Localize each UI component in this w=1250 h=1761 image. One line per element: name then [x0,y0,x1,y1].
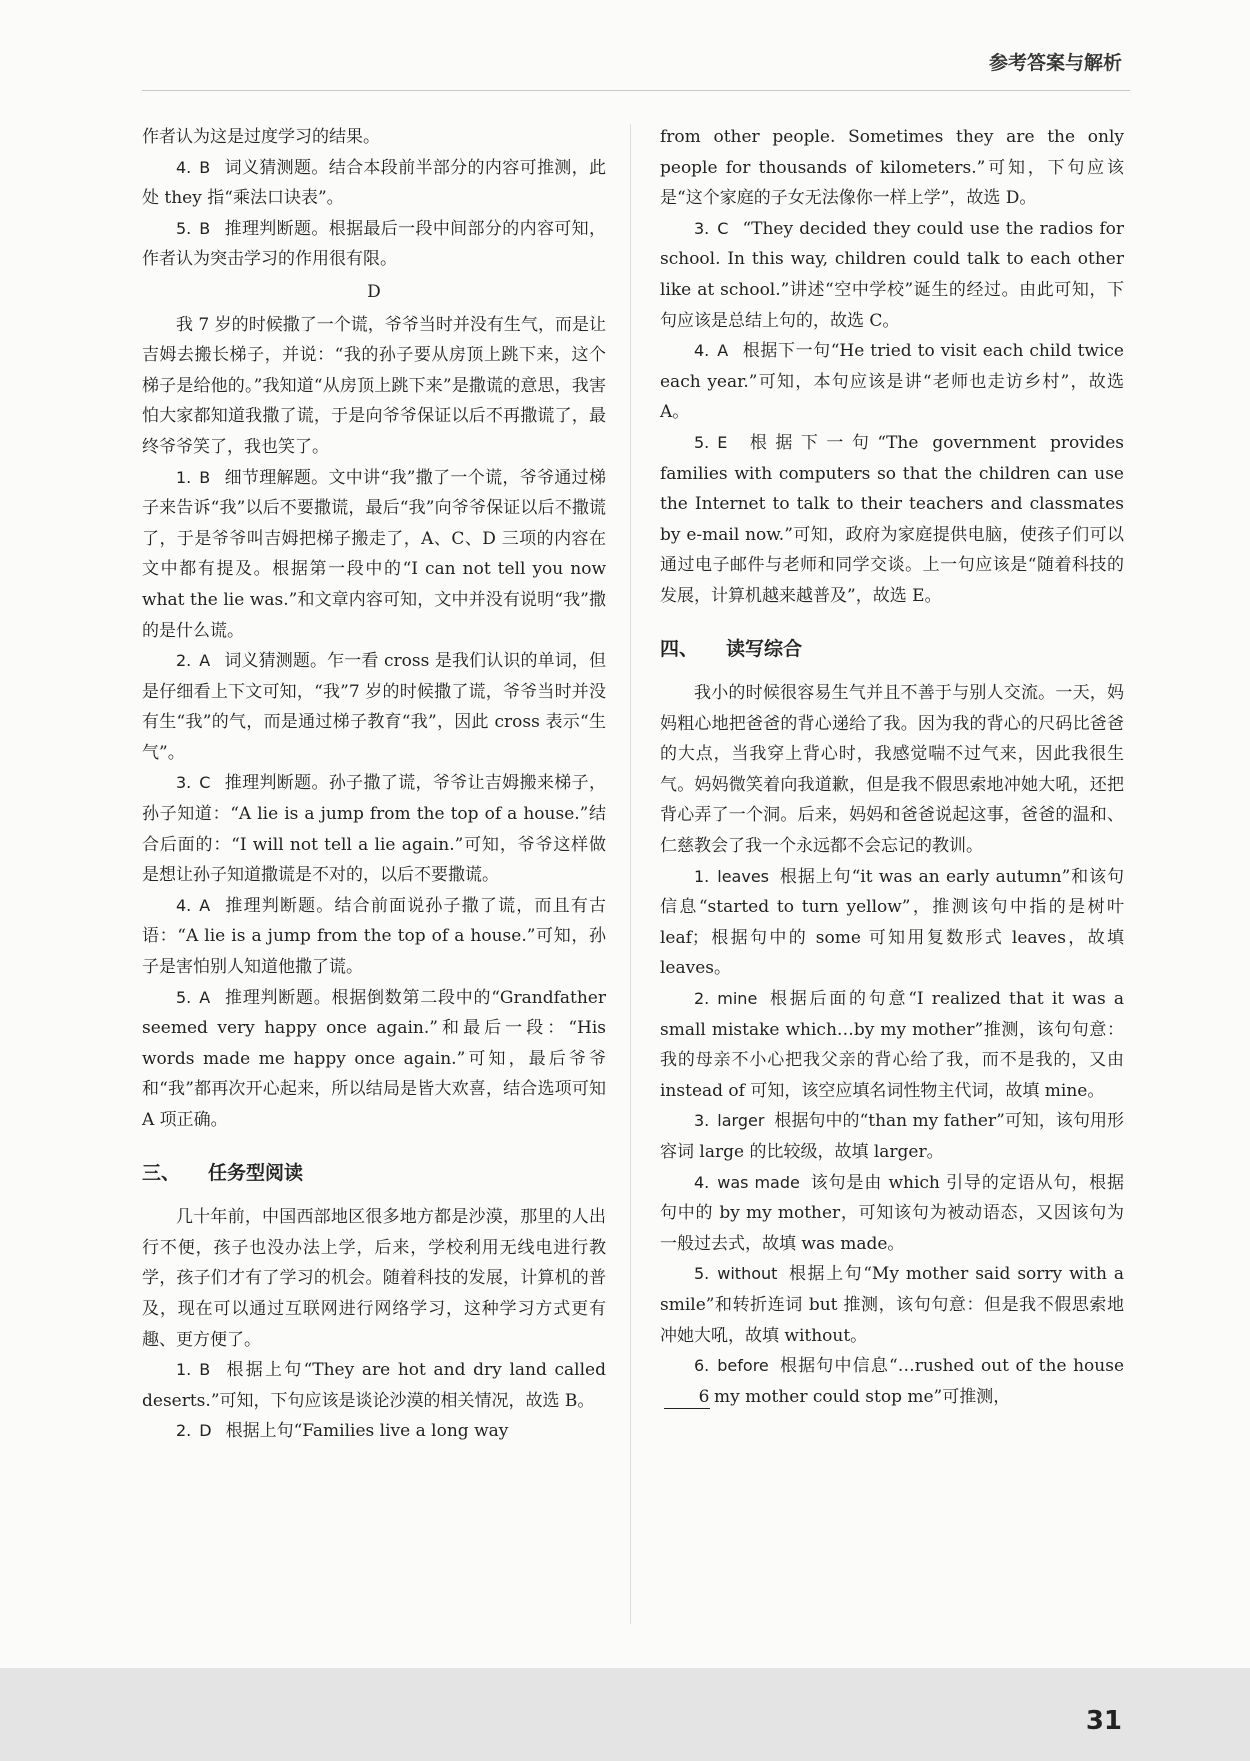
item-explanation-cont: my mother could stop me”可推测， [714,1386,1011,1407]
answer-item [660,1351,1124,1412]
item-answer: leaves [717,866,770,886]
item-answer: C [717,218,729,238]
item-answer: A [717,341,729,361]
item-number: 5. [176,987,192,1007]
section-number: 四、 [660,637,699,660]
item-answer: A [199,651,211,671]
item-number: 1. [176,467,192,487]
header-title: 参考答案与解析 [988,52,1122,74]
answer-item [660,336,1124,428]
item-answer: D [199,1421,212,1441]
left-column [142,122,606,1447]
section-heading [660,634,1124,665]
item-explanation: 该句是由 which 引导的定语从句，根据句中的 by my mother，可知该句为被动语态，又因该句为一般过去式，故填 was made。 [660,1172,1124,1254]
item-explanation: “They decided they could use the radios for school. In this way, children could talk to each other like at school.”讲述“空中学校”诞生的经过。由此可知，下句应该是总结上句的，故选 C。 [660,218,1124,331]
answer-item [660,1106,1124,1167]
answer-item [142,891,606,983]
answer-item [142,1416,606,1447]
paragraph-continuation: from other people. Sometimes they are the only people for thousands of kilometers.”可知，下句应该是“这个家庭的子女无法像你一样上学”，故选 D。 [660,127,1124,209]
item-number: 2. [176,651,192,671]
item-explanation: 根据上句“it was an early autumn”和该句信息“started to turn yellow”，推测该句中指的是树叶 leaf；根据句中的 some 可知用复数形式 leaves，故填 leaves。 [660,866,1124,979]
item-explanation: 词义猜测题。乍一看 cross 是我们认识的单词，但是仔细看上下文可知，“我”7 岁的时候撒了谎，爷爷当时并没有生“我”的气，而是通过梯子教育“我”，因此 cross 表示“生气”。 [142,651,606,763]
section-title: 读写综合 [726,637,803,660]
item-number: 4. [176,895,192,915]
passage-summary: 我 7 岁的时候撒了一个谎，爷爷当时并没有生气，而是让吉姆去搬长梯子，并说：“我的孙子要从房顶上跳下来，这个梯子是给他的。”我知道“从房顶上跳下来”是撒谎的意思，我害怕大家都知道我撒了谎，于是向爷爷保证以后不再撒谎了，最终爷爷笑了，我也笑了。 [142,314,606,457]
column-divider [630,124,631,1624]
item-answer: C [199,773,211,793]
item-explanation: 根据后面的句意“I realized that it was a small mistake which…by my mother”推测，该句句意：我的母亲不小心把我父亲的背心给了我，而不是我的，又由 instead of 可知，该空应填名词性物主代词，故填 mine。 [660,989,1124,1101]
answer-item [660,214,1124,336]
answer-item [142,463,606,647]
item-explanation: 根据句中的“than my father”可知，该句用形容词 large 的比较级，故填 larger。 [660,1111,1124,1162]
item-explanation: 根据上句“They are hot and dry land called deserts.”可知，下句应该是谈论沙漠的相关情况，故选 B。 [142,1360,606,1411]
item-answer: before [717,1356,769,1376]
item-answer: larger [717,1111,765,1131]
answer-item [142,768,606,890]
item-number: 4. [176,157,192,177]
footer-band [0,1668,1250,1761]
item-answer: mine [717,989,758,1009]
item-number: 5. [694,1264,710,1284]
item-number: 4. [694,1172,710,1192]
item-answer: was made [717,1172,800,1192]
item-explanation: 根据句中信息“…rushed out of the house [778,1356,1124,1377]
item-number: 3. [694,1111,710,1131]
answer-item [142,153,606,214]
item-explanation: 推理判断题。孙子撒了谎，爷爷让吉姆搬来梯子，孙子知道：“A lie is a jump from the top of a house.”结合后面的：“I will not tell a lie again.”可知，爷爷这样做是想让孙子知道撒谎是不对的，以后不要撒谎。 [142,773,606,886]
item-number: 6. [694,1356,710,1376]
answer-item [660,984,1124,1106]
page-number: 31 [1085,1706,1122,1736]
answer-item [660,862,1124,984]
passage-summary: 我小的时候很容易生气并且不善于与别人交流。一天，妈妈粗心地把爸爸的背心递给了我。因为我的背心的尺码比爸爸的大点，当我穿上背心时，我感觉喘不过气来，因此我很生气。妈妈微笑着向我道歉，但是我不假思索地冲她大吼，还把背心弄了一个洞。后来，妈妈和爸爸说起这事，爸爸的温和、仁慈教会了我一个永远都不会忘记的教训。 [660,683,1124,857]
item-answer: without [717,1264,778,1284]
item-explanation: 根据下一句“The government provides families with computers so that the children can use the Internet to talk to their teachers and classmates by e-mail now.”可知，政府为家庭提供电脑，使孩子们可以通过电子邮件与老师和同学交谈。上一句应该是“随着科技的发展，计算机越来越普及”，故选 E。 [660,432,1124,606]
item-answer: B [199,1360,211,1380]
section-title: 任务型阅读 [208,1161,304,1184]
item-number: 5. [694,432,710,452]
item-number: 3. [694,218,710,238]
item-answer: E [717,432,728,452]
fill-blank: 6 [664,1386,710,1409]
item-explanation: 推理判断题。根据倒数第二段中的“Grandfather seemed very happy once again.”和最后一段：“His words made me happy once again.”可知，最后爷爷和“我”都再次开心起来，所以结局是皆大欢喜，结合选项可知 A 项正确。 [142,987,606,1130]
item-number: 2. [694,989,710,1009]
item-explanation: 推理判断题。结合前面说孙子撒了谎，而且有古语：“A lie is a jump from the top of a house.”可知，孙子是害怕别人知道他撒了谎。 [142,895,606,978]
right-column [660,122,1124,1412]
item-explanation: 推理判断题。根据最后一段中间部分的内容可知，作者认为突击学习的作用很有限。 [142,218,606,270]
header-divider [142,90,1130,91]
item-number: 3. [176,773,192,793]
item-number: 1. [176,1360,192,1380]
item-explanation: 根据下一句“He tried to visit each child twice each year.”可知，本句应该是讲“老师也走访乡村”，故选 A。 [660,341,1124,423]
item-answer: B [199,467,211,487]
item-answer: B [199,157,211,177]
item-answer: A [199,895,211,915]
item-answer: A [199,987,211,1007]
item-explanation: 根据上句“Families live a long way [225,1421,509,1442]
answer-item [142,983,606,1136]
item-number: 5. [176,218,192,238]
item-answer: B [199,218,211,238]
answer-item [142,646,606,768]
item-number: 1. [694,866,710,886]
item-number: 2. [176,1421,192,1441]
answer-item [142,214,606,275]
answer-item [142,1355,606,1416]
section-heading [142,1158,606,1189]
passage-summary: 几十年前，中国西部地区很多地方都是沙漠，那里的人出行不便，孩子也没办法上学，后来，学校利用无线电进行教学，孩子们才有了学习的机会。随着科技的发展，计算机的普及，现在可以通过互联网进行网络学习，这种学习方式更有趣、更方便了。 [142,1207,606,1350]
item-explanation: 细节理解题。文中讲“我”撒了一个谎，爷爷通过梯子来告诉“我”以后不要撒谎，最后“我”向爷爷保证以后不撒谎了，于是爷爷叫吉姆把梯子搬走了，A、C、D 三项的内容在文中都有提及。根据第一段中的“I can not tell you now what the lie was.”和文章内容可知，文中并没有说明“我”撒的是什么谎。 [142,467,606,641]
answer-item [660,1259,1124,1351]
answer-item [660,428,1124,612]
item-explanation: 词义猜测题。结合本段前半部分的内容可推测，此处 they 指“乘法口诀表”。 [142,157,606,209]
paragraph-continuation: 作者认为这是过度学习的结果。 [142,127,380,147]
item-number: 4. [694,341,710,361]
section-number: 三、 [142,1161,181,1184]
answer-item [660,1168,1124,1260]
item-explanation: 根据上句“My mother said sorry with a smile”和转折连词 but 推测，该句句意：但是我不假思索地冲她大吼，故填 without。 [660,1264,1124,1346]
passage-heading-d: D [367,281,381,302]
